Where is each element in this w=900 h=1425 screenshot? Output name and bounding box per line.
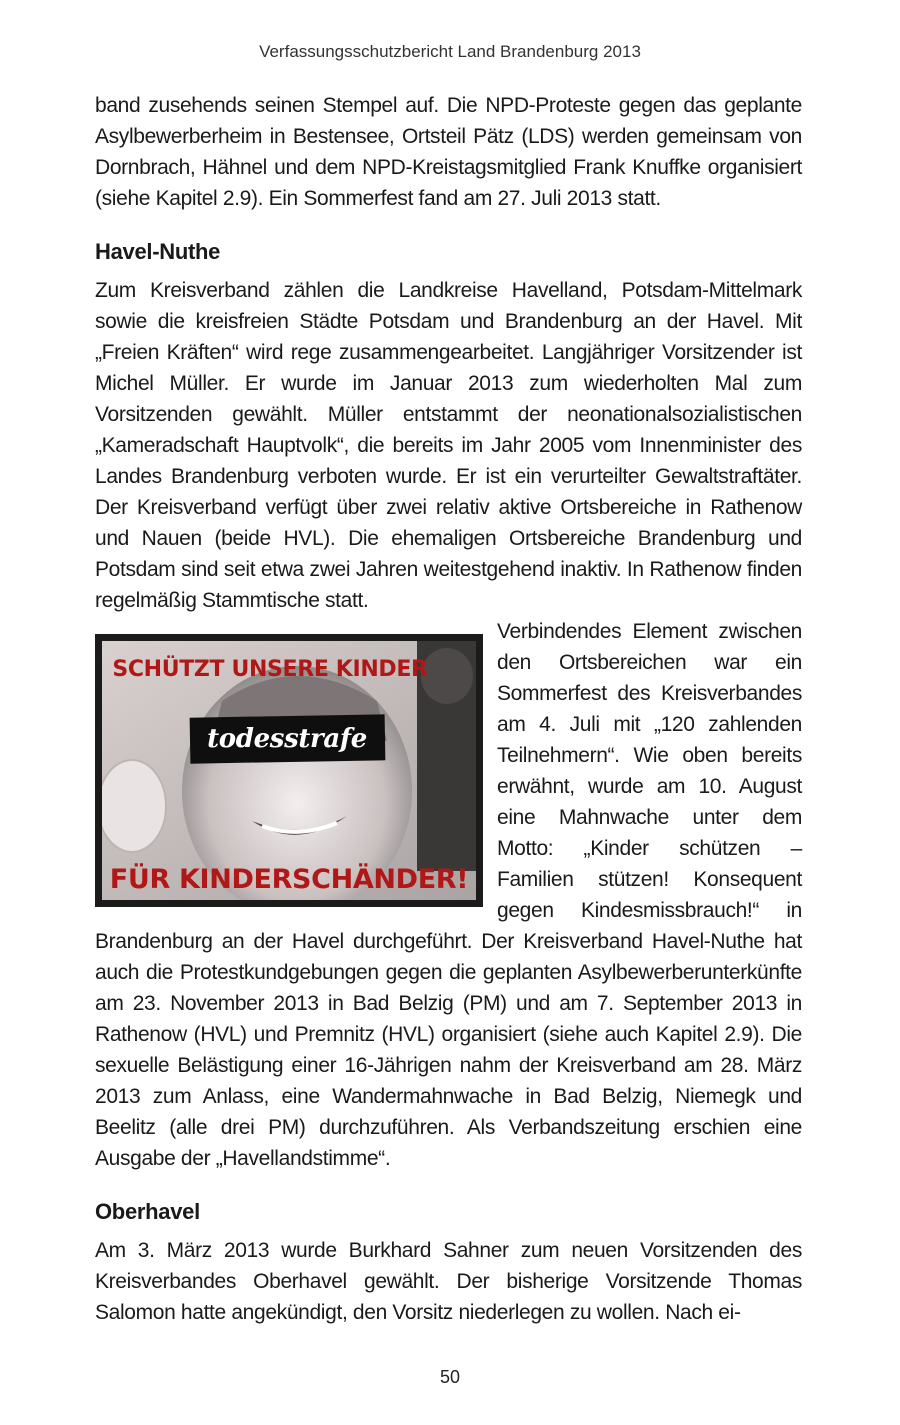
section-heading-oberhavel: Oberhavel	[95, 1199, 200, 1224]
running-header: Verfassungsschutzbericht Land Brandenburg 2013	[259, 42, 641, 61]
paragraph-havel-1: Zum Kreisverband zählen die Landkreise Havelland, Potsdam-Mittelmark sowie die kreisfreien Städte Potsdam und Brandenburg an der Havel. Mit „Freien Kräften“ wird rege zusammengearbeitet. Langjähriger Vorsitzender ist Michel Müller. Er wurde im Januar 2013 zum wiederholten Mal zum Vorsitzenden gewählt. Müller entstammt der neonationalsozialistischen „Kameradschaft Hauptvolk“, die bereits im Jahr 2005 vom Innenminister des Landes Brandenburg verboten wurde. Er ist ein verurteilter Gewaltstraftäter. Der Kreisverband verfügt über zwei relativ aktive Ortsbereiche in Rathenow und Nauen (beide HVL). Die ehemaligen Ortsbereiche Brandenburg und Potsdam sind seit etwa zwei Jahren weitestgehend inaktiv. In Rathenow finden regelmäßig Stammtische statt.	[95, 279, 802, 612]
paragraph-intro: band zusehends seinen Stempel auf. Die NPD-Proteste gegen das geplante Asylbewerberheim in Bestensee, Ortsteil Pätz (LDS) werden gemeinsam von Dornbrach, Hähnel und dem NPD-Kreistagsmitglied Frank Knuffke organisiert (siehe Kapitel 2.9). Ein Sommerfest fand am 27. Juli 2013 statt.	[95, 94, 802, 210]
body-text	[95, 90, 802, 1328]
paragraph-havel-2: Verbindendes Element zwischen den Ortsbereichen war ein Sommerfest des Kreisverbandes am 4. Juli mit „120 zahlenden Teilnehmern“. Wie oben bereits erwähnt, wurde am 10. August eine Mahnwache unter dem Motto: „Kinder schützen – Familien stützen! Konsequent gegen Kindesmissbrauch!“ in Brandenburg an der Havel durchgeführt. Der Kreisverband Havel-Nuthe hat auch die Protestkundgebungen gegen die geplanten Asylbewerberunterkünfte am 23. November 2013 in Bad Belzig (PM) und am 7. September 2013 in Rathenow (HVL) und Premnitz (HVL) organisiert (siehe auch Kapitel 2.9). Die sexuelle Belästigung einer 16-Jährigen nahm der Kreisverband am 28. März 2013 zum Anlass, eine Wandermahnwache in Bad Belzig, Niemegk und Beelitz (alle drei PM) durchzuführen. Als Verbandszeitung erschien eine Ausgabe der „Havellandstimme“.	[95, 620, 802, 1170]
paragraph-oberhavel-1: Am 3. März 2013 wurde Burkhard Sahner zum neuen Vorsitzenden des Kreisverbandes Oberhavel gewählt. Der bisherige Vorsitzende Thomas Salomon hatte angekündigt, den Vorsitz niederlegen zu wollen. Nach ei-	[95, 1239, 802, 1324]
poster-photo	[95, 634, 483, 907]
poster-top-text: SCHÜTZT UNSERE KINDER	[112, 657, 428, 682]
poster-middle-text: todesstrafe	[207, 724, 367, 754]
poster-image	[102, 641, 476, 900]
page-number: 50	[439, 1367, 461, 1387]
section-heading-havel-nuthe: Havel-Nuthe	[95, 239, 221, 264]
poster-bottom-text: FÜR KINDERSCHÄNDER!	[109, 864, 469, 895]
